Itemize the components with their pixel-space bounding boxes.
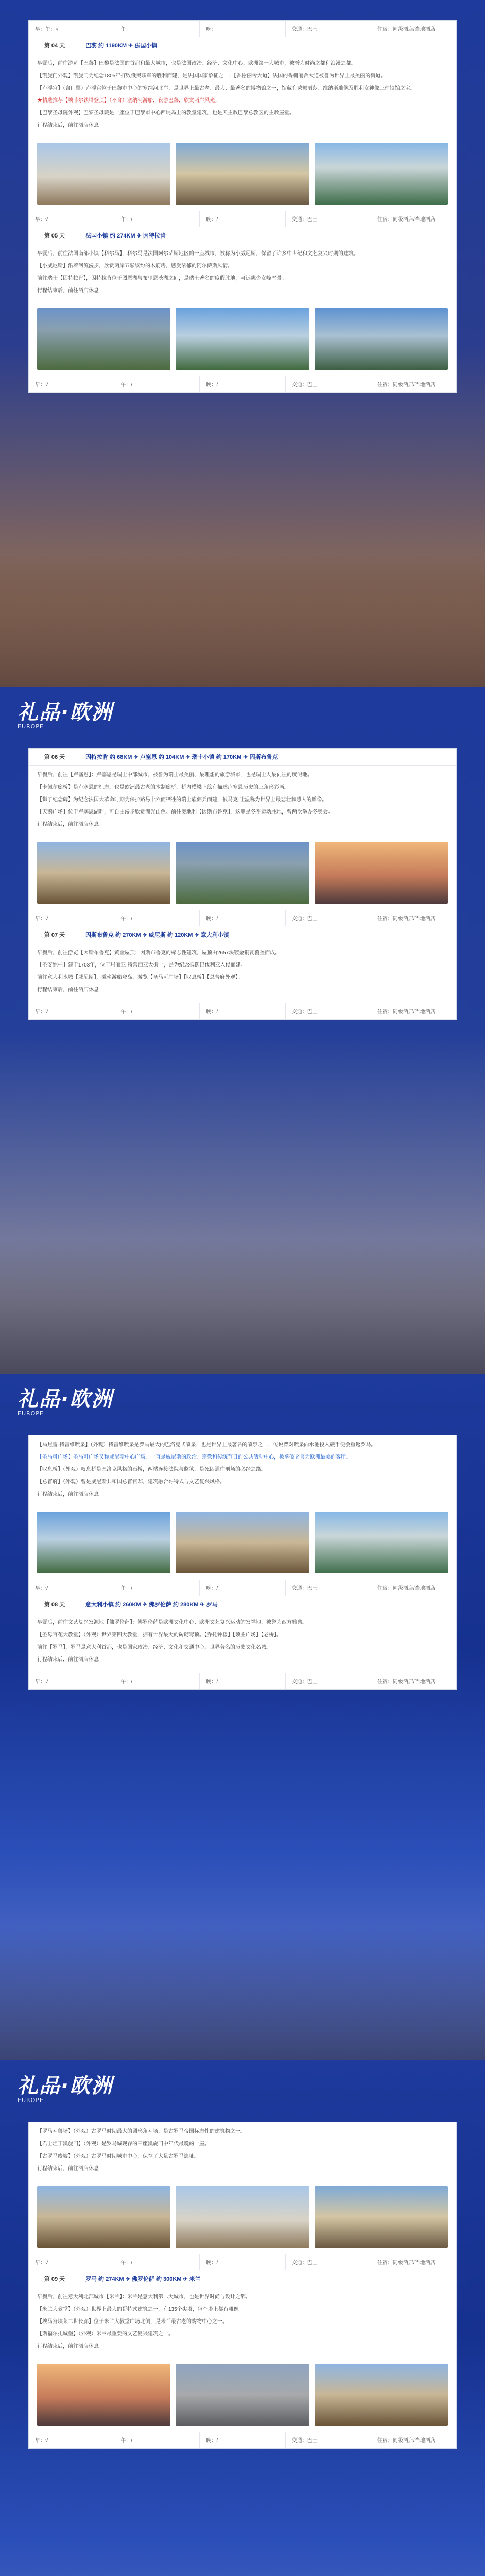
logo-subtitle: EUROPE (18, 1410, 44, 1417)
transport-label: 交通：巴士 (286, 910, 371, 926)
photo-strip (29, 139, 456, 211)
lunch-label: 午：/ (114, 211, 200, 227)
dinner-label: 晚：/ (200, 910, 285, 926)
paragraph: 【凯旋门外观】凯旋门为纪念1805年打败俄奥联军的胜利而建，是法国国家象征之一；【香榭丽舍大道】法国的香榭丽舍大道被誉为世界上最美丽的街道。 (37, 73, 386, 79)
day-header (29, 1596, 456, 1613)
logo-subtitle: EUROPE (18, 2097, 44, 2104)
breakfast-label: 早：√ (29, 376, 114, 392)
lunch-label: 午：/ (114, 1580, 200, 1596)
florence-skyline-photo (315, 2364, 448, 2426)
day-description (29, 766, 456, 838)
day-number: 第 06 天 (44, 754, 65, 760)
paragraph: 早餐后，前往意大利北部城市【米兰】：米兰是意大利第二大城市，也是世界时尚与设计之都。 (37, 2294, 251, 2300)
day-header (29, 749, 456, 766)
arc-de-triomphe-photo (37, 143, 170, 205)
innsbruck-photo (315, 842, 448, 904)
photo-strip (29, 2182, 456, 2254)
hotel-label: 住宿：同级酒店/当地酒店 (377, 916, 436, 922)
skyline (0, 553, 485, 687)
dinner-label: 晚：/ (200, 2432, 285, 2448)
paragraph: 【狮子纪念碑】为纪念法国大革命时期为保护路易十六而牺牲的瑞士雇佣兵而建，被马克·吐温称为世界上最悲壮和感人的雕像。 (37, 797, 327, 803)
louvre-photo (176, 143, 309, 205)
day-header (29, 37, 456, 54)
breakfast-label: 早：√ (29, 1673, 114, 1689)
page-3 (0, 1374, 485, 2060)
day-number: 第 08 天 (44, 1602, 65, 1608)
meal-row (29, 21, 456, 37)
day-description (29, 54, 456, 139)
highlight-paragraph: ★精选推荐【埃菲尔铁塔登顶】（不含）塞纳河游船，夜游巴黎，欣赏两岸风光。 (37, 98, 220, 104)
transport-label: 交通：巴士 (286, 1673, 371, 1689)
paragraph: 行程结束后，前往酒店休息 (37, 2344, 99, 2349)
rialto-bridge-photo (176, 1512, 309, 1573)
day-description (29, 2122, 456, 2182)
day-route: 巴黎 约 1190KM ✈ 法国小镇 (85, 43, 158, 49)
itinerary-card (29, 2122, 456, 2448)
page-1 (0, 0, 485, 687)
meal-row (29, 2254, 456, 2270)
day-route: 因斯布鲁克 约 270KM ✈ 威尼斯 约 120KM ✈ 意大利小镇 (85, 932, 229, 938)
dinner-label: 晚：/ (200, 376, 285, 392)
lake-mountain-photo (176, 308, 309, 370)
colosseum-photo (37, 2186, 170, 2248)
paragraph: 【米兰大教堂】（外观）世界上最大的哥特式建筑之一，有135个尖塔，每个塔上都有雕像。 (37, 2307, 244, 2312)
paragraph: 行程结束后，前往酒店休息 (37, 123, 99, 128)
paragraph: 【圣安妮柱】建于1703年，位于玛丽亚·特蕾西亚大街上，是为纪念抵御巴伐利亚入侵而建。 (37, 962, 246, 968)
lunch-label: 午：/ (114, 1003, 200, 1019)
breakfast-label: 早：√ (29, 211, 114, 227)
paragraph: 前往瑞士【因特拉肯】，因特拉肯位于图恩湖与布里恩茨湖之间，是瑞士著名的度假胜地，可远眺少女峰雪景。 (37, 276, 287, 281)
paragraph: 前往【罗马】，罗马是意大利首都，也是国家政治、经济、文化和交通中心，世界著名的历史文化名城。 (37, 1645, 271, 1650)
paragraph: 【斯福尔扎城堡】（外观）米兰最重要的文艺复兴建筑之一。 (37, 2331, 174, 2337)
paragraph: 【叹息桥】（外观）叹息桥是巴洛克风格的石桥，两端连接法院与监狱，是死囚通往刑场的必经之路。 (37, 1467, 266, 1472)
day-number: 第 09 天 (44, 2276, 65, 2282)
paragraph: 【卢浮宫】（含门票）卢浮宫位于巴黎市中心的塞纳河北岸，是世界上最古老、最大、最著名的博物馆之一，馆藏有蒙娜丽莎、维纳斯雕像及胜利女神像三件镇馆之宝。 (37, 86, 415, 91)
paragraph: 早餐后，前往文艺复兴发源地【佛罗伦萨】：佛罗伦萨是欧洲文化中心、欧洲文艺复兴运动的发祥地，被誉为西方雅典。 (37, 1620, 307, 1625)
day-description (29, 2287, 456, 2360)
transport-label: 交通：巴士 (286, 376, 371, 392)
transport-label: 交通：巴士 (286, 2432, 371, 2448)
paragraph: 早餐后，前往法国南部小镇【科尔马】，科尔马是法国阿尔萨斯地区的一座城市，被称为小威尼斯，保留了许多中世纪和文艺复兴时期的建筑。 (37, 251, 359, 257)
day-description (29, 244, 456, 304)
lunch-label: 午：/ (114, 910, 200, 926)
meal-row (29, 1673, 456, 1689)
dinner-label: 晚：/ (200, 1003, 285, 1019)
paragraph: 【小威尼斯】沿着河流漫步，欣赏两岸五彩缤纷的木筋房，感受浓郁的阿尔萨斯风情。 (37, 263, 233, 269)
venice-square-photo (315, 1512, 448, 1573)
swiss-valley-photo (315, 308, 448, 370)
logo-subtitle: EUROPE (18, 723, 44, 730)
transport-label: 交通：巴士 (286, 211, 371, 227)
breakfast-label: 早：√ (29, 2432, 114, 2448)
day-route: 意大利小镇 约 260KM ✈ 佛罗伦萨 约 280KM ✈ 罗马 (85, 1602, 218, 1608)
day-description (29, 1435, 456, 1507)
photo-strip (29, 1507, 456, 1580)
photo-strip (29, 304, 456, 376)
arch-of-constantine-photo (176, 2186, 309, 2248)
paragraph: 【总督府】（外观）曾是威尼斯共和国总督官邸，建筑融合哥特式与文艺复兴风格。 (37, 1479, 225, 1485)
day-route: 因特拉肯 约 68KM ✈ 卢塞恩 约 104KM ✈ 瑞士小镇 约 170KM ✈ 因斯布鲁克 (85, 754, 278, 760)
paragraph: 前往意大利水城【威尼斯】，乘坐游船登岛，游览【圣马可广场】【叹息桥】【总督府外观】。 (37, 975, 243, 980)
page-2 (0, 687, 485, 1374)
paragraph: 行程结束后，前往酒店休息 (37, 2166, 99, 2172)
paragraph: 行程结束后，前往酒店休息 (37, 288, 99, 294)
paragraph: 早餐后，前往游览【巴黎】巴黎是法国的首都和最大城市，也是法国政治、经济、文化中心，欧洲第一大城市，被誉为时尚之都和浪漫之都。 (37, 61, 356, 66)
hotel-label: 住宿：同级酒店/当地酒店 (377, 1679, 436, 1685)
hotel-label: 住宿：同级酒店/当地酒店 (377, 1586, 436, 1591)
paragraph: 【罗马斗兽场】（外观）古罗马时期最大的圆形角斗场，是古罗马帝国标志性的建筑物之一。 (37, 2129, 246, 2134)
skyline (0, 1240, 485, 1374)
hotel-label: 住宿：同级酒店/当地酒店 (377, 27, 436, 32)
skyline (0, 1926, 485, 2060)
paragraph: 【马焦雷·特雷维喷泉】（外观）特雷维喷泉是罗马最大的巴洛克式喷泉，也是世界上最著名的喷泉之一，传说背对喷泉向水池投入硬币便会重返罗马。 (37, 1442, 376, 1448)
paragraph: 行程结束后，前往酒店休息 (37, 822, 99, 827)
day-description (29, 1613, 456, 1673)
day-header (29, 2270, 456, 2287)
hotel-label: 住宿：同级酒店/当地酒店 (377, 2438, 436, 2444)
breakfast-label: 早：√ (29, 1580, 114, 1596)
meal-row (29, 910, 456, 926)
lucerne-lake-photo (176, 842, 309, 904)
paragraph: 早餐后，前往游览【因斯布鲁克】黄金屋顶：因斯布鲁克的标志性建筑，屋顶由2657块镀金铜瓦覆盖而成。 (37, 950, 281, 956)
brand-logo (18, 2070, 113, 2104)
day-number: 第 05 天 (44, 233, 65, 239)
paragraph: 【君士坦丁凯旋门】（外观）是罗马城现存的三座凯旋门中年代最晚的一座。 (37, 2141, 210, 2147)
lunch-label: 午：/ (114, 1673, 200, 1689)
lunch-label: 午：/ (114, 2254, 200, 2270)
venice-canal-photo (37, 1512, 170, 1573)
transport-label: 交通：巴士 (286, 1003, 371, 1019)
day-number: 第 04 天 (44, 43, 65, 49)
day-route: 法国小镇 约 274KM ✈ 因特拉肯 (85, 233, 166, 239)
itinerary-card (29, 1435, 456, 1689)
logo-text: 礼品·欧洲 (18, 1387, 113, 1411)
dinner-label: 晚：/ (200, 211, 285, 227)
photo-strip (29, 838, 456, 910)
lunch-label: 午：/ (114, 376, 200, 392)
day-route: 罗马 约 274KM ✈ 佛罗伦萨 约 300KM ✈ 米兰 (85, 2276, 201, 2282)
meal-row (29, 2432, 456, 2448)
breakfast-label: 早：午：√ (29, 21, 114, 37)
paragraph: 行程结束后，前往酒店休息 (37, 1657, 99, 1663)
transport-label: 交通：巴士 (286, 21, 371, 37)
dinner-label: 晚：/ (200, 2254, 285, 2270)
paragraph: 【古罗马废墟】（外观）古罗马时期城市中心，保存了大量古罗马遗址。 (37, 2154, 199, 2159)
day-description (29, 943, 456, 1003)
breakfast-label: 早：√ (29, 1003, 114, 1019)
meal-row (29, 1580, 456, 1596)
transport-label: 交通：巴士 (286, 1580, 371, 1596)
photo-strip (29, 2360, 456, 2432)
paris-street-photo (315, 143, 448, 205)
brand-logo (18, 1383, 113, 1417)
itinerary-card (29, 749, 456, 1020)
paragraph: 【圣母百花大教堂】（外观）世界第四大教堂，拥有世界最大的砖砌穹顶。【乔托钟楼】【领主广场】【老桥】。 (37, 1632, 282, 1638)
meal-row (29, 211, 456, 227)
paragraph: 早餐后，前往【卢塞恩】：卢塞恩是瑞士中部城市，被誉为瑞士最美丽、最理想的旅游城市，也是瑞士人最向往的度假地。 (37, 772, 313, 778)
paragraph: 行程结束后，前往酒店休息 (37, 1492, 99, 1497)
florence-duomo-photo (37, 2364, 170, 2426)
paragraph: 【天鹅广场】位于卢塞恩湖畔，可自由漫步欣赏湖光山色。前往奥地利【因斯布鲁克】，这里是冬季运动胜地，曾两次举办冬奥会。 (37, 809, 333, 815)
brand-logo (18, 696, 113, 730)
lunch-label: 午： (114, 21, 200, 37)
itinerary-card (29, 21, 456, 393)
chapel-bridge-photo (37, 842, 170, 904)
hotel-label: 住宿：同级酒店/当地酒店 (377, 382, 436, 388)
dinner-label: 晚：/ (200, 1580, 285, 1596)
breakfast-label: 早：√ (29, 2254, 114, 2270)
lunch-label: 午：/ (114, 2432, 200, 2448)
paragraph: 行程结束后，前往酒店休息 (37, 987, 99, 993)
paragraph: 【卡佩尔廊桥】是卢塞恩的标志，也是欧洲最古老的木制廊桥，桥内横梁上绘有描述卢塞恩历史的三角形彩画。 (37, 785, 289, 790)
day-number: 第 07 天 (44, 932, 65, 938)
meal-row (29, 376, 456, 393)
page-4 (0, 2060, 485, 2576)
paragraph: 【埃马努埃莱二世长廊】位于米兰大教堂广场北侧，是米兰最古老的购物中心之一。 (37, 2319, 228, 2325)
dinner-label: 晚：/ (200, 1673, 285, 1689)
logo-text: 礼品·欧洲 (18, 701, 113, 724)
hotel-label: 住宿：同级酒店/当地酒店 (377, 2260, 436, 2266)
roman-forum-photo (315, 2186, 448, 2248)
paragraph: 【巴黎圣母院外观】巴黎圣母院是一座位于巴黎市中心西堤岛上的教堂建筑，也是天主教巴黎总教区的主教座堂。 (37, 110, 295, 116)
logo-text: 礼品·欧洲 (18, 2074, 113, 2098)
hotel-label: 住宿：同级酒店/当地酒店 (377, 1009, 436, 1015)
transport-label: 交通：巴士 (286, 2254, 371, 2270)
day-header (29, 926, 456, 943)
hotel-label: 住宿：同级酒店/当地酒店 (377, 217, 436, 223)
dinner-label: 晚： (200, 21, 285, 37)
alpine-village-photo (37, 308, 170, 370)
highlight-paragraph: 【圣马可广场】圣马可广场又称威尼斯中心广场，一直是威尼斯的政治、宗教和传统节日的公共活动中心，被拿破仑誉为欧洲最美的客厅。 (37, 1454, 351, 1460)
milan-cathedral-photo (176, 2364, 309, 2426)
day-header (29, 227, 456, 244)
breakfast-label: 早：√ (29, 910, 114, 926)
meal-row (29, 1003, 456, 1020)
